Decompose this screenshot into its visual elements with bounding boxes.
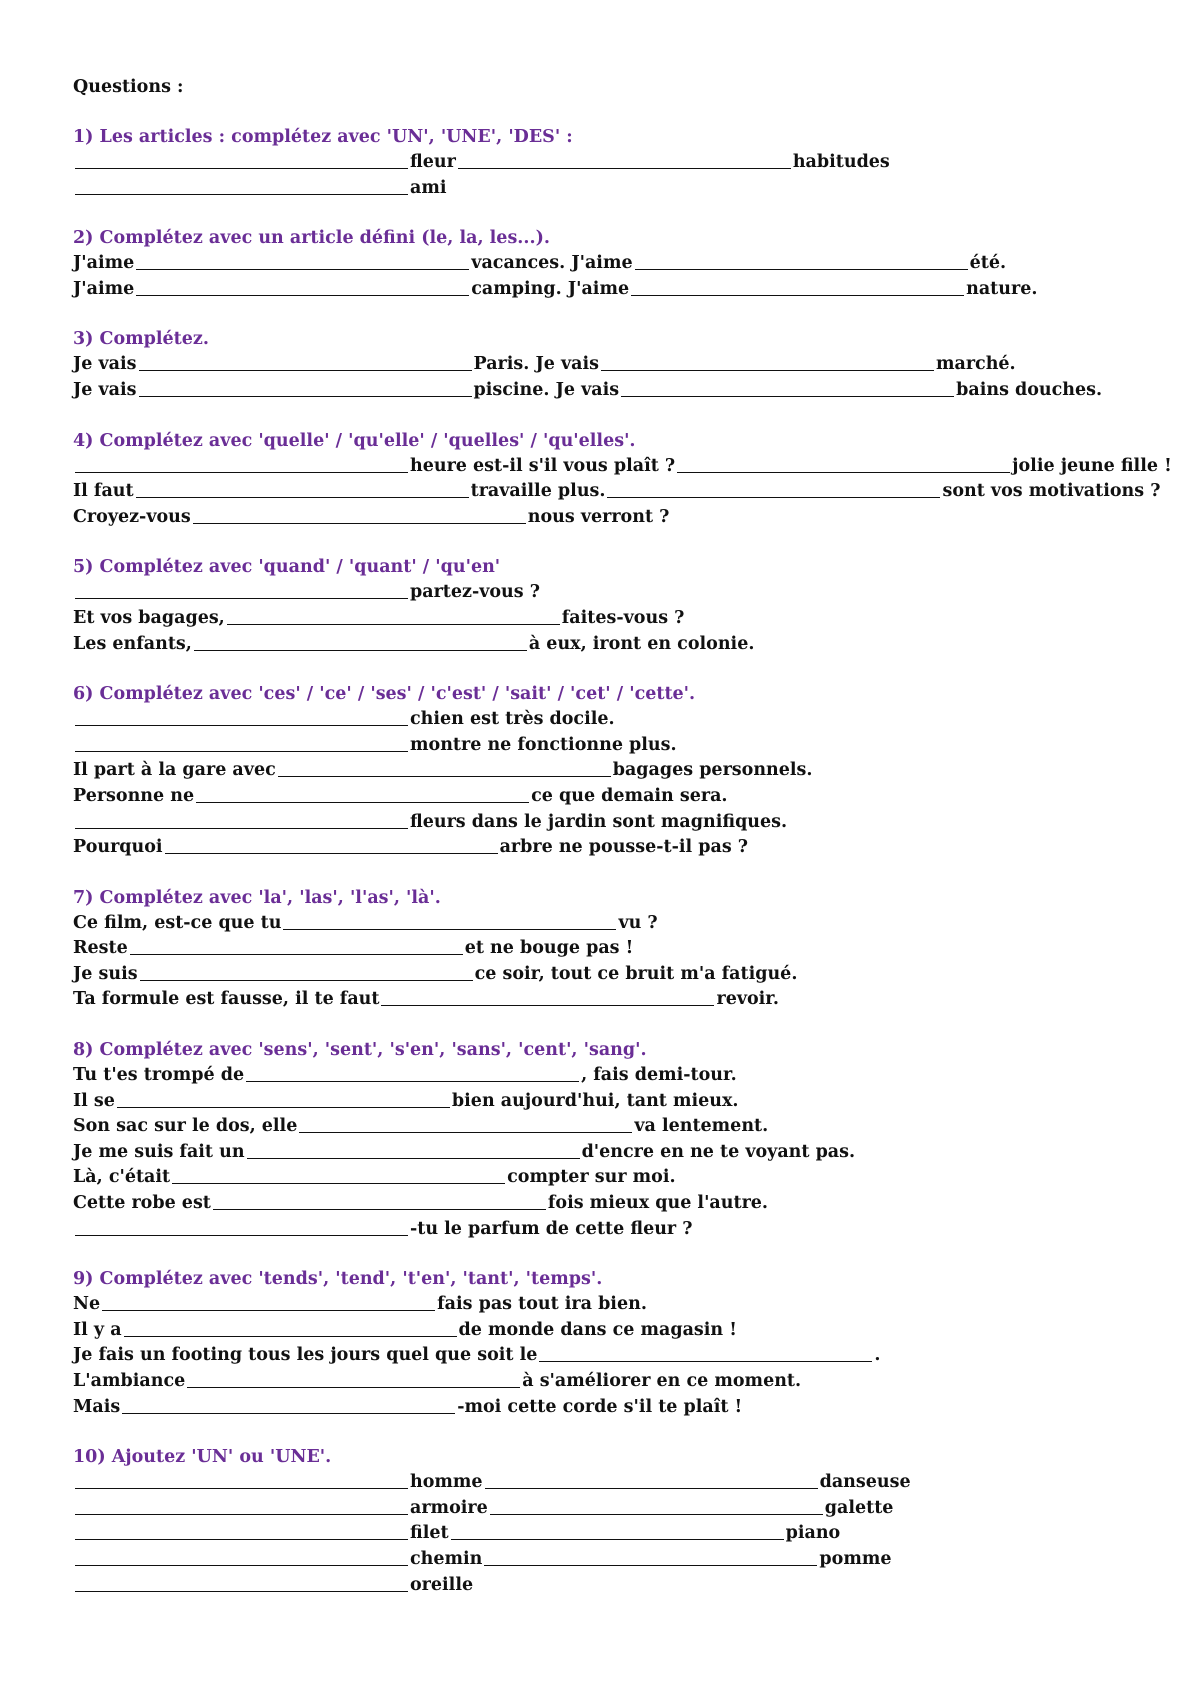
exercise-line: [73, 1496, 1133, 1522]
line-text: fois mieux que l'autre.: [547, 1193, 769, 1214]
exercise-line: [73, 251, 1133, 277]
answer-blank[interactable]: [165, 852, 498, 854]
line-text: à s'améliorer en ce moment.: [522, 1371, 802, 1391]
exercise-section: [73, 555, 1133, 657]
answer-blank[interactable]: [607, 496, 940, 498]
line-text: piscine. Je vais: [473, 379, 620, 400]
section-title: 8) Complétez avec 'sens', 'sent', 's'en', 'sans', 'cent', 'sang'.: [73, 1040, 647, 1061]
answer-blank[interactable]: [75, 597, 408, 599]
line-text: Ta formule est fausse, il te faut: [73, 989, 380, 1010]
answer-blank[interactable]: [677, 471, 1010, 473]
answer-blank[interactable]: [485, 1487, 818, 1489]
exercise-line: [73, 580, 1133, 606]
line-text: bien aujourd'hui, tant mieux.: [451, 1090, 739, 1111]
exercise-line: [73, 352, 1133, 378]
answer-blank[interactable]: [139, 369, 472, 371]
answer-blank[interactable]: [139, 395, 472, 397]
exercise-line: [73, 1369, 1133, 1395]
line-text: Il part à la gare avec: [73, 760, 276, 781]
line-text: marché.: [935, 354, 1016, 375]
line-text: -tu le parfum de cette fleur ?: [410, 1218, 693, 1239]
answer-blank[interactable]: [299, 1131, 632, 1133]
section-title: 5) Complétez avec 'quand' / 'quant' / 'qu'en': [73, 557, 501, 578]
line-text: Cette robe est: [73, 1193, 211, 1214]
answer-blank[interactable]: [278, 775, 611, 777]
line-text: Il y a: [73, 1319, 122, 1340]
line-text: fais pas tout ira bien.: [437, 1294, 647, 1315]
exercise-section: [73, 1267, 1133, 1420]
line-text: habitudes: [792, 152, 890, 172]
line-text: oreille: [410, 1574, 474, 1595]
exercise-line: [73, 962, 1133, 988]
answer-blank[interactable]: [130, 953, 463, 955]
answer-blank[interactable]: [75, 1234, 408, 1236]
exercise-section: [73, 1445, 1133, 1598]
line-text: Son sac sur le dos, elle: [73, 1116, 298, 1137]
answer-blank[interactable]: [484, 1564, 817, 1566]
line-text: Mais: [73, 1396, 121, 1417]
line-text: -moi cette corde s'il te plaît !: [457, 1396, 743, 1417]
answer-blank[interactable]: [193, 522, 526, 524]
line-text: ce soir, tout ce bruit m'a fatigué.: [474, 963, 798, 984]
line-text: L'ambiance: [73, 1371, 186, 1391]
worksheet-page: [73, 74, 1172, 1623]
exercise-line: [73, 1470, 1133, 1496]
line-text: à eux, iront en colonie.: [528, 633, 755, 654]
line-text: Tu t'es trompé de: [73, 1065, 245, 1086]
exercise-line: [73, 479, 1161, 505]
answer-blank[interactable]: [75, 1538, 408, 1540]
answer-blank[interactable]: [283, 928, 616, 930]
line-text: partez-vous ?: [410, 582, 540, 603]
answer-blank[interactable]: [539, 1360, 872, 1362]
line-text: Je me suis fait un: [73, 1141, 245, 1162]
answer-blank[interactable]: [75, 724, 408, 726]
line-text: vu ?: [618, 912, 658, 933]
line-text: Là, c'était: [73, 1167, 171, 1188]
line-text: Reste: [73, 938, 128, 959]
line-text: de monde dans ce magasin !: [458, 1319, 737, 1340]
section-title: 7) Complétez avec 'la', 'las', 'l'as', 'là'.: [73, 887, 441, 908]
line-text: Croyez-vous: [73, 506, 191, 527]
page-title: Questions :: [73, 77, 184, 97]
line-text: Ce film, est-ce que tu: [73, 912, 282, 933]
answer-blank[interactable]: [631, 294, 964, 296]
line-text: arbre ne pousse-t-il pas ?: [499, 837, 749, 858]
answer-blank[interactable]: [136, 496, 469, 498]
line-text: montre ne fonctionne plus.: [410, 734, 677, 755]
answer-blank[interactable]: [246, 1080, 579, 1082]
line-text: d'encre en ne te voyant pas.: [581, 1141, 856, 1162]
answer-blank[interactable]: [490, 1513, 823, 1515]
section-title: 1) Les articles : complétez avec 'UN', 'UNE', 'DES' :: [73, 127, 573, 147]
exercise-line: [73, 707, 1133, 733]
line-text: galette: [824, 1497, 894, 1518]
answer-blank[interactable]: [194, 649, 527, 651]
line-text: Il se: [73, 1090, 115, 1111]
exercise-line: [73, 606, 1133, 632]
line-text: chien est très docile.: [410, 709, 615, 730]
exercise-line: [73, 1191, 1133, 1217]
exercise-line: [73, 1395, 1133, 1421]
line-text: J'aime: [73, 278, 135, 299]
line-text: J'aime: [73, 253, 135, 274]
exercise-line: [73, 1217, 1133, 1243]
line-text: ce que demain sera.: [531, 785, 728, 806]
answer-blank[interactable]: [635, 268, 968, 270]
exercise-line: [73, 987, 1133, 1013]
line-text: Les enfants,: [73, 633, 192, 654]
section-title: 3) Complétez.: [73, 329, 209, 350]
line-text: Je vais: [73, 354, 137, 375]
line-text: pomme: [819, 1548, 892, 1569]
exercise-line: [73, 1521, 1133, 1547]
line-text: faites-vous ?: [561, 607, 685, 628]
line-text: Je fais un footing tous les jours quel que soit le: [73, 1345, 538, 1366]
line-text: Pourquoi: [73, 837, 163, 858]
answer-blank[interactable]: [75, 193, 408, 195]
answer-blank[interactable]: [621, 395, 954, 397]
line-text: Je suis: [73, 963, 138, 984]
exercise-line: [73, 1140, 1133, 1166]
section-title: 2) Complétez avec un article défini (le, la, les...).: [73, 228, 550, 249]
exercise-line: [73, 1089, 1133, 1115]
line-text: filet: [410, 1523, 449, 1544]
answer-blank[interactable]: [75, 167, 408, 169]
line-text: armoire: [410, 1497, 488, 1518]
line-text: homme: [410, 1472, 483, 1493]
line-text: fleurs dans le jardin sont magnifiques.: [410, 811, 788, 832]
exercise-line: [73, 1292, 1133, 1318]
answer-blank[interactable]: [75, 1487, 408, 1489]
line-text: danseuse: [819, 1472, 911, 1493]
answer-blank[interactable]: [75, 1513, 408, 1515]
line-text: compter sur moi.: [507, 1167, 676, 1188]
line-text: et ne bouge pas !: [464, 938, 634, 959]
answer-blank[interactable]: [136, 294, 469, 296]
answer-blank[interactable]: [458, 167, 791, 169]
exercise-line: [73, 1573, 1133, 1599]
answer-blank[interactable]: [140, 979, 473, 981]
exercise-line: [73, 911, 1133, 937]
exercise-line: [73, 835, 1133, 861]
exercise-line: [73, 1547, 1133, 1573]
line-text: piano: [785, 1523, 841, 1544]
line-text: bains douches.: [956, 379, 1103, 400]
line-text: Je vais: [73, 379, 137, 400]
line-text: camping. J'aime: [471, 278, 630, 299]
exercise-section: [73, 125, 1133, 201]
exercise-line: [73, 176, 1133, 202]
exercise-section: [73, 226, 1133, 302]
exercise-line: [73, 784, 1133, 810]
line-text: ami: [410, 177, 447, 198]
answer-blank[interactable]: [451, 1538, 784, 1540]
exercise-section: [73, 429, 1172, 531]
exercise-line: [73, 1165, 1133, 1191]
line-text: Et vos bagages,: [73, 607, 225, 628]
line-text: nature.: [966, 278, 1038, 299]
line-text: va lentement.: [634, 1116, 769, 1137]
answer-blank[interactable]: [122, 1412, 455, 1414]
answer-blank[interactable]: [213, 1208, 546, 1210]
answer-blank[interactable]: [196, 801, 529, 803]
exercise-section: [73, 682, 1133, 861]
section-title: 6) Complétez avec 'ces' / 'ce' / 'ses' / 'c'est' / 'sait' / 'cet' / 'cette'.: [73, 684, 696, 705]
answer-blank[interactable]: [247, 1157, 580, 1159]
answer-blank[interactable]: [227, 623, 560, 625]
answer-blank[interactable]: [381, 1004, 714, 1006]
line-text: bagages personnels.: [612, 760, 813, 781]
line-text: Personne ne: [73, 785, 195, 806]
answer-blank[interactable]: [75, 750, 408, 752]
answer-blank[interactable]: [124, 1335, 457, 1337]
exercise-line: [73, 1318, 1133, 1344]
line-text: Il faut: [73, 481, 134, 502]
section-title: 4) Complétez avec 'quelle' / 'qu'elle' / 'quelles' / 'qu'elles'.: [73, 430, 636, 451]
exercise-line: [73, 1343, 1133, 1369]
line-text: , fais demi-tour.: [581, 1065, 737, 1086]
exercise-line: [73, 1063, 1133, 1089]
exercise-line: [73, 505, 1133, 531]
line-text: revoir.: [716, 989, 780, 1010]
exercise-section: [73, 886, 1133, 1013]
line-text: fleur: [410, 152, 456, 172]
line-text: Ne: [73, 1294, 101, 1315]
exercise-sections: [73, 125, 1172, 1598]
answer-blank[interactable]: [75, 827, 408, 829]
exercise-line: [73, 632, 1133, 658]
section-title: 10) Ajoutez 'UN' ou 'UNE'.: [73, 1447, 332, 1468]
line-text: vacances. J'aime: [471, 253, 633, 274]
exercise-section: [73, 1038, 1133, 1242]
answer-blank[interactable]: [187, 1386, 520, 1388]
answer-blank[interactable]: [172, 1182, 505, 1184]
line-text: .: [874, 1345, 881, 1366]
exercise-line: [73, 1114, 1133, 1140]
answer-blank[interactable]: [75, 471, 408, 473]
exercise-line: [73, 277, 1133, 303]
line-text: Paris. Je vais: [473, 354, 599, 375]
exercise-line: [73, 758, 1133, 784]
answer-blank[interactable]: [75, 1590, 408, 1592]
answer-blank[interactable]: [601, 369, 934, 371]
exercise-section: [73, 327, 1133, 403]
line-text: sont vos motivations ?: [942, 481, 1161, 502]
answer-blank[interactable]: [75, 1564, 408, 1566]
answer-blank[interactable]: [117, 1106, 450, 1108]
line-text: été.: [969, 253, 1007, 274]
section-title: 9) Complétez avec 'tends', 'tend', 't'en', 'tant', 'temps'.: [73, 1269, 603, 1290]
line-text: chemin: [410, 1548, 483, 1569]
answer-blank[interactable]: [136, 268, 469, 270]
line-text: travaille plus.: [470, 481, 606, 502]
exercise-line: [73, 378, 1133, 404]
line-text: jolie jeune fille !: [1012, 455, 1172, 476]
line-text: nous verront ?: [527, 506, 670, 527]
answer-blank[interactable]: [102, 1309, 435, 1311]
line-text: heure est-il s'il vous plaît ?: [410, 455, 676, 476]
exercise-line: [73, 733, 1133, 759]
exercise-line: [73, 150, 1133, 176]
exercise-line: [73, 454, 1172, 480]
exercise-line: [73, 936, 1133, 962]
exercise-line: [73, 810, 1133, 836]
